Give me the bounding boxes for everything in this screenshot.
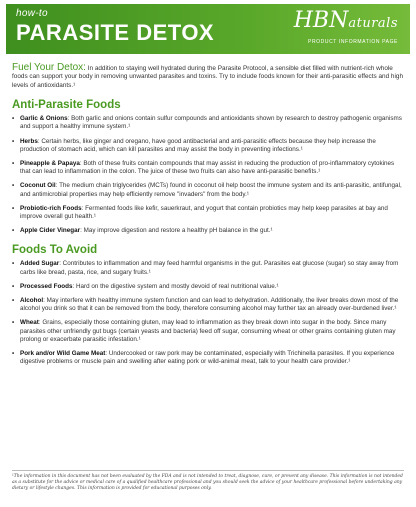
list-item (12, 138, 404, 154)
item-text: : May interfere with healthy immune system function and can lead to dehydration. Additionally, the liver breaks down most of the alcohol you drink so that it can be removed from the body, therefore consuming alcohol may further tax an already over-burdened liver.¹ (20, 297, 399, 313)
list-item (12, 182, 404, 198)
item-term: Pork and/or Wild Game Meat (20, 350, 106, 358)
list-item (12, 205, 404, 221)
item-term: Wheat (20, 319, 39, 327)
item-text: : Certain herbs, like ginger and oregano, have good antibacterial and anti-parasitic effects because they help increase the production of stomach acid, which can kill parasites and may assist the body in preventing infections.¹ (20, 137, 376, 153)
list-item (12, 227, 404, 235)
item-text: : Contributes to inflammation and may feed harmful organisms in the gut. Parasites eat glucose (sugar) so stay away from carbs like bread, pasta, rice, and sugary fruits.¹ (20, 260, 399, 276)
page-header (6, 4, 410, 54)
disclaimer: ¹The information in this document has not been evaluated by the FDA and is not intended to treat, diagnose, cure, or prevent any disease. This information is not intended as a substitute for the advice or medical care of a qualified healthcare professional and you should seek the advice of your healthcare professional before undertaking any dietary or lifestyle changes. This information is provided for educational purposes only. (12, 470, 404, 492)
howto-label: how-to (16, 8, 48, 19)
list-item (12, 160, 404, 176)
item-term: Coconut Oil (20, 182, 56, 190)
item-text: : Fermented foods like kefir, sauerkraut, and yogurt that contain probiotics may help keep parasites at bay and improve overall gut health.¹ (20, 204, 388, 221)
item-term: Processed Foods (20, 282, 73, 290)
item-term: Pineapple & Papaya (20, 160, 80, 168)
avoid-heading: Foods To Avoid (12, 244, 98, 257)
bullet-icon: • (12, 227, 15, 235)
bullet-icon: • (12, 115, 15, 123)
bullet-icon: • (12, 319, 15, 327)
intro-lead: Fuel Your Detox: (12, 62, 86, 73)
item-text: : Both garlic and onions contain sulfur compounds and antioxidants shown by research to destroy pathogenic organisms and support a healthy immune system.¹ (20, 115, 402, 131)
item-text: : Hard on the digestive system and mostly devoid of real nutritional value.¹ (72, 282, 279, 290)
item-text: : May improve digestion and restore a healthy pH balance in the gut.¹ (80, 227, 273, 235)
brand-logo (258, 8, 398, 45)
item-text: : Undercooked or raw pork may be contaminated, especially with Trichinella parasites. If you experience digestive problems or muscle pain and swelling after eating pork or wild-animal meat, talk to your health care provider.¹ (20, 350, 395, 366)
bullet-icon: • (12, 350, 15, 358)
avoid-list (12, 260, 404, 366)
bullet-icon: • (12, 182, 15, 190)
logo-main: HBN (293, 8, 349, 33)
item-text: : Both of these fruits contain compounds that may assist in reducing the production of pro-inflammatory cytokines that can lead to inflammation in the colon. The juice of these two fruits can also have anti-parasitic benefits.¹ (20, 160, 395, 176)
item-term: Added Sugar (20, 260, 60, 268)
page-title: PARASITE DETOX (16, 20, 215, 45)
list-item (12, 283, 404, 291)
anti-parasite-list (12, 115, 404, 235)
logo-subtitle: PRODUCT INFORMATION PAGE (308, 39, 398, 45)
list-item (12, 350, 404, 366)
page-content (12, 64, 404, 372)
intro-text: In addition to staying well hydrated during the Parasite Protocol, a sensible diet filled with nutrient-rich whole foods can support your body in removing unwanted parasites and toxins. Try to include foods known for their anti-parasitic effects and high levels of antioxidants.¹ (12, 65, 403, 89)
bullet-icon: • (12, 137, 15, 145)
bullet-icon: • (12, 260, 15, 268)
item-text: : Grains, especially those containing gluten, may lead to inflammation as they break down into sugar in the body. Since many parasites other unfriendly gut bugs (certain yeasts and bacteria) feed off sugar, consuming wheat or other grains containing gluten may prolong or exacerbate parasitic infestation.¹ (20, 319, 396, 343)
anti-parasite-heading: Anti-Parasite Foods (12, 99, 121, 112)
list-item (12, 297, 404, 313)
list-item (12, 260, 404, 276)
bullet-icon: • (12, 282, 15, 290)
bullet-icon: • (12, 204, 15, 212)
item-term: Herbs (20, 137, 38, 145)
bullet-icon: • (12, 160, 15, 168)
intro-paragraph (12, 64, 404, 90)
item-term: Garlic & Onions (20, 115, 68, 123)
item-term: Apple Cider Vinegar (20, 227, 81, 235)
item-term: Probiotic-rich Foods (20, 204, 82, 212)
bullet-icon: • (12, 297, 15, 305)
item-text: : The medium chain triglycerides (MCTs) found in coconut oil help boost the immune system and its anti-parasitic, antifungal, and antimicrobial properties may help efficiently remove "invaders" from the body.¹ (20, 182, 402, 198)
item-term: Alcohol (20, 297, 44, 305)
logo-mark (258, 8, 398, 37)
list-item (12, 319, 404, 344)
list-item (12, 115, 404, 131)
logo-tail: aturals (348, 16, 398, 31)
